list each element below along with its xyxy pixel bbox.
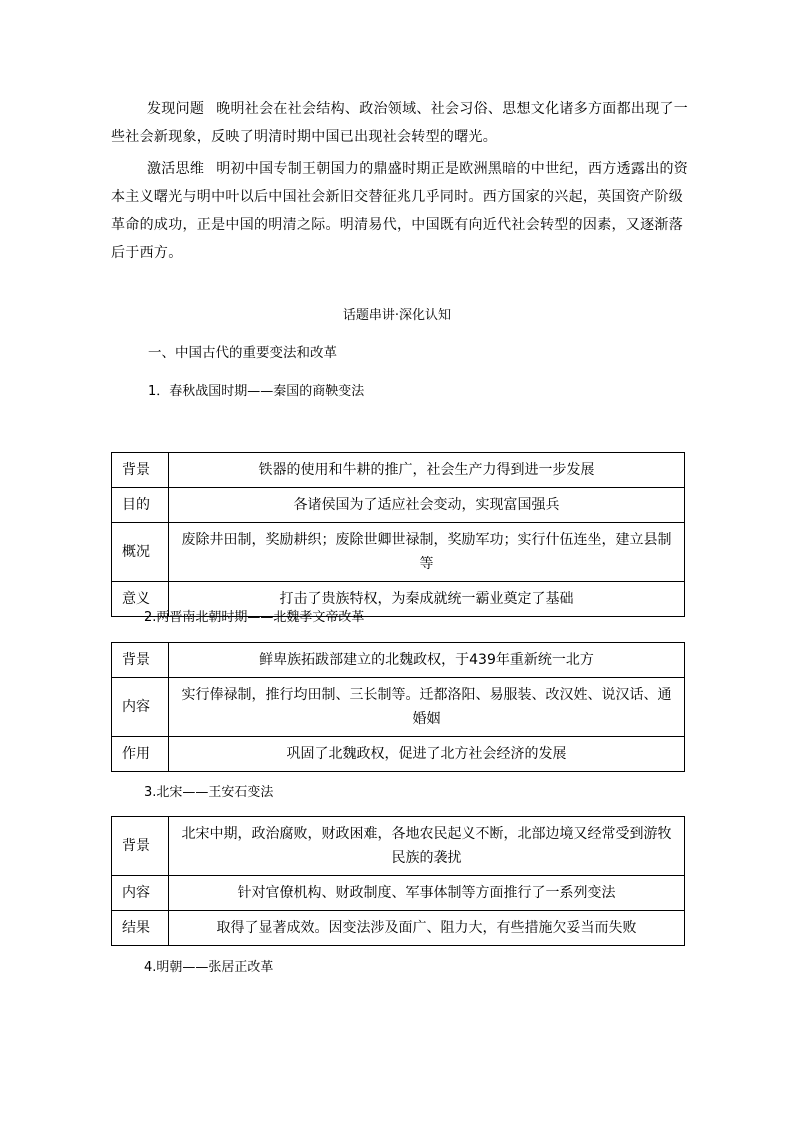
reform-2-table [111, 642, 685, 772]
row-text: 打击了贵族特权，为秦成就统一霸业奠定了基础 [169, 582, 685, 617]
table-row [112, 678, 685, 737]
table-row [112, 488, 685, 523]
table-row [112, 453, 685, 488]
row-label: 内容 [112, 678, 169, 737]
row-label: 内容 [112, 876, 169, 911]
table-row [112, 817, 685, 876]
discover-paragraph [111, 95, 691, 151]
row-text: 各诸侯国为了适应社会变动，实现富国强兵 [169, 488, 685, 523]
activate-text: 明初中国专制王朝国力的鼎盛时期正是欧洲黑暗的中世纪，西方透露出的资本主义曙光与明中叶以后中国社会新旧交替征兆几乎同时。西方国家的兴起，英国资产阶级革命的成功，正是中国的明清之际。明清易代，中国既有向近代社会转型的因素，又逐渐落后于西方。 [111, 161, 689, 261]
row-text: 巩固了北魏政权，促进了北方社会经济的发展 [169, 737, 685, 772]
row-label: 背景 [112, 453, 169, 488]
table-row [112, 643, 685, 678]
row-label: 目的 [112, 488, 169, 523]
row-text: 针对官僚机构、财政制度、军事体制等方面推行了一系列变法 [169, 876, 685, 911]
row-text: 鲜卑族拓跋部建立的北魏政权，于439年重新统一北方 [169, 643, 685, 678]
table-row [112, 876, 685, 911]
row-label: 背景 [112, 817, 169, 876]
heading-reforms: 一、中国古代的重要变法和改革 [148, 345, 337, 361]
row-label: 意义 [112, 582, 169, 617]
row-text: 废除井田制，奖励耕织；废除世卿世禄制，奖励军功；实行什伍连坐，建立县制等 [169, 523, 685, 582]
section-title: 话题串讲·深化认知 [342, 308, 452, 323]
reform-1-title: 1．春秋战国时期——秦国的商鞅变法 [148, 384, 365, 399]
activate-lead: 激活思维 [147, 161, 205, 177]
row-text: 取得了显著成效。因变法涉及面广、阻力大，有些措施欠妥当而失败 [169, 911, 685, 946]
reform-3-title: 3.北宋——王安石变法 [144, 785, 274, 800]
row-text: 铁器的使用和牛耕的推广，社会生产力得到进一步发展 [169, 453, 685, 488]
reform-4-title: 4.明朝——张居正改革 [144, 960, 274, 975]
row-text: 实行俸禄制，推行均田制、三长制等。迁都洛阳、易服装、改汉姓、说汉话、通婚姻 [169, 678, 685, 737]
row-label: 作用 [112, 737, 169, 772]
activate-paragraph [111, 155, 691, 267]
table-row [112, 737, 685, 772]
reform-3-table [111, 816, 685, 946]
reform-2-title: 2.两晋南北朝时期——北魏孝文帝改革 [144, 610, 365, 625]
row-label: 结果 [112, 911, 169, 946]
table-row [112, 911, 685, 946]
table-row [112, 523, 685, 582]
row-text: 北宋中期，政治腐败，财政困难，各地农民起义不断，北部边境又经常受到游牧民族的袭扰 [169, 817, 685, 876]
discover-text: 晚明社会在社会结构、政治领域、社会习俗、思想文化诸多方面都出现了一些社会新现象，反映了明清时期中国已出现社会转型的曙光。 [111, 101, 689, 145]
row-label: 概况 [112, 523, 169, 582]
row-label: 背景 [112, 643, 169, 678]
reform-1-table [111, 452, 685, 617]
discover-lead: 发现问题 [147, 101, 205, 117]
